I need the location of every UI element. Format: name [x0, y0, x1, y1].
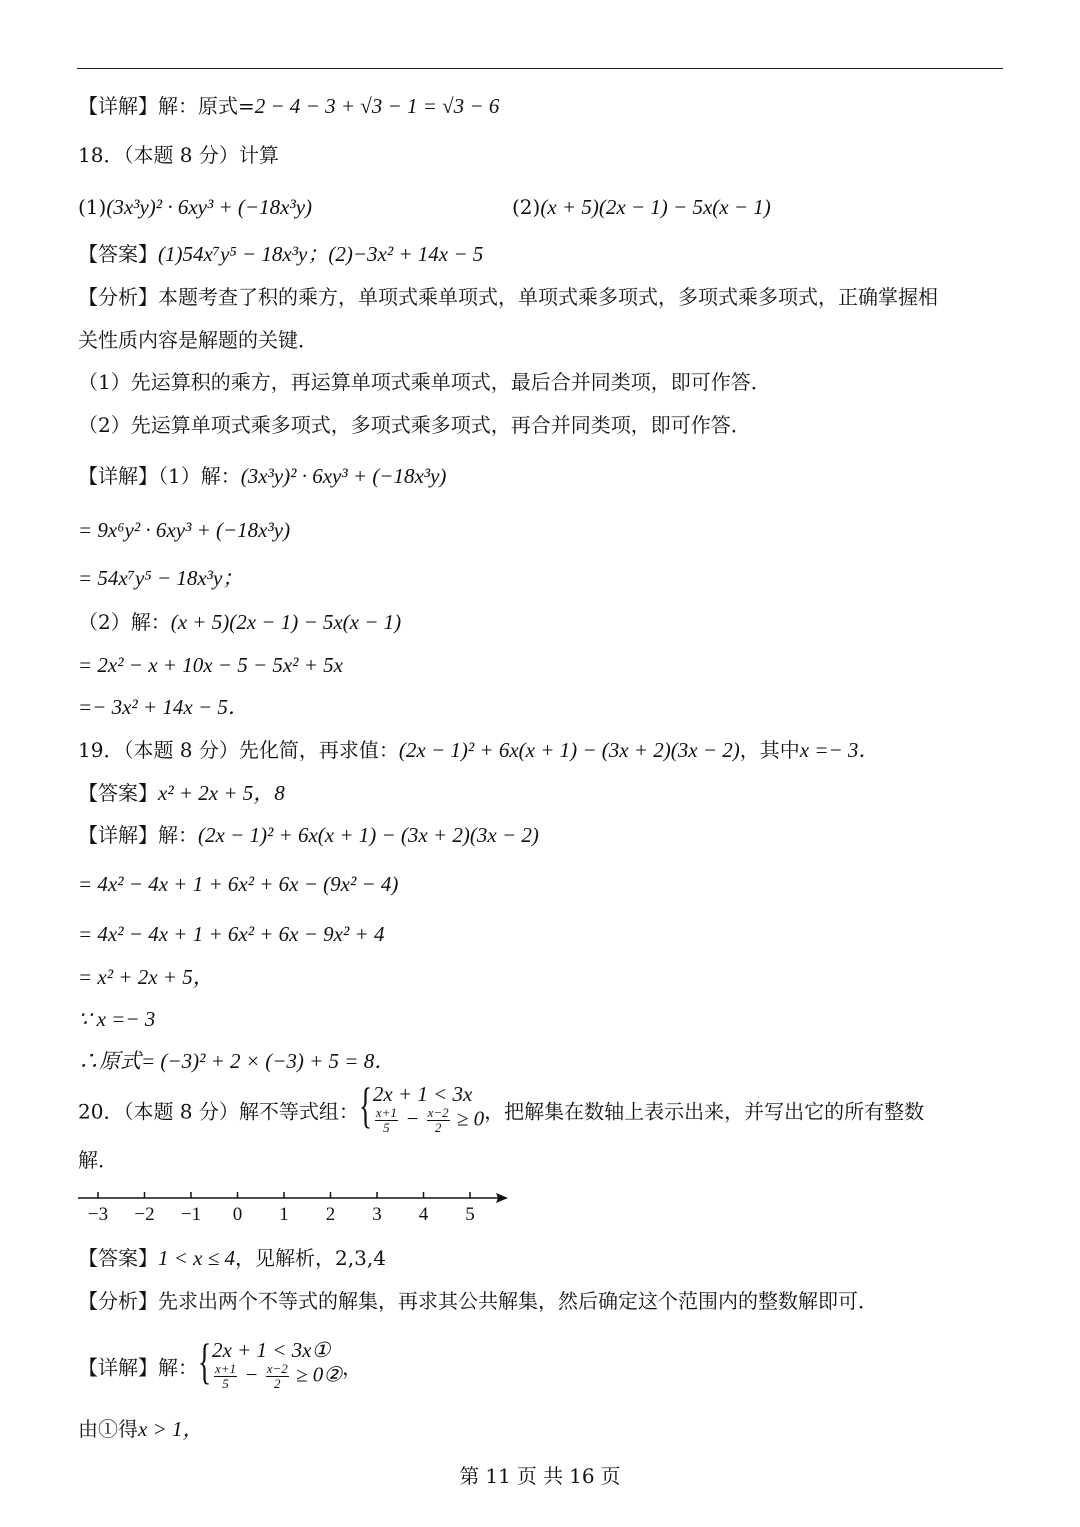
- number-line-tick-label: 2: [325, 1204, 336, 1225]
- q17-detail-line: [78, 91, 499, 121]
- number-line: [78, 1180, 518, 1228]
- q18-detail-text-2: （2）解：: [78, 610, 171, 634]
- q20-inequality-system: [358, 1077, 485, 1144]
- q20-detail-text: 解：: [158, 1355, 198, 1380]
- q20-tail-text-2: 解．: [78, 1148, 118, 1172]
- footer-prefix: 第: [459, 1464, 480, 1488]
- q19-answer: [78, 778, 285, 808]
- q20-answer-tail: ，见解析，2,3,4: [235, 1246, 386, 1270]
- footer-mid: 页 共: [516, 1464, 564, 1488]
- frac-den-2: 2: [434, 1120, 442, 1135]
- detail-label: 【详解】: [78, 823, 158, 847]
- q18-detail-2: [78, 607, 401, 637]
- header-rule: [77, 68, 1003, 69]
- q19-step-6: ∴原式= (−3)² + 2 × (−3) + 5 = 8．: [78, 1049, 396, 1073]
- number-line-tick-label: −2: [134, 1204, 155, 1225]
- number-line-tick-label: 5: [465, 1204, 475, 1225]
- q19-step-2: = 4x² − 4x + 1 + 6x² + 6x − (9x² − 4): [78, 872, 399, 896]
- number-line-tick-label: 4: [418, 1204, 429, 1225]
- q19-step-1: (2x − 1)² + 6x(x + 1) − (3x + 2)(3x − 2): [198, 823, 539, 847]
- page-footer: [0, 1460, 1080, 1489]
- q20-ineq-2: $\frac{x+1}{5}$ − $\frac{x-2}{2}$ ≥ 0: [375, 1105, 485, 1135]
- answer-label: 【答案】: [78, 781, 158, 805]
- q18-analysis-2: 关性质内容是解题的关键．: [78, 328, 318, 352]
- q20-ineq-2-tail: ≥ 0: [456, 1106, 485, 1131]
- q18-title: 18．（本题 8 分）计算: [78, 143, 279, 167]
- q20-detail-ineq-1: 2x + 1 < 3x①: [212, 1338, 331, 1362]
- q18-step-1: (3x³y)² · 6xy³ + (−18x³y): [240, 464, 447, 488]
- q20-ineq-1: 2x + 1 < 3x: [372, 1082, 473, 1106]
- footer-suffix: 页: [600, 1464, 621, 1488]
- answer-label: 【答案】: [78, 242, 158, 266]
- q18-part2: [512, 192, 771, 222]
- q20-detail-ineq-2-tail: ≥ 0②: [296, 1362, 343, 1387]
- q19-title: [78, 735, 879, 765]
- frac-den-1: 5: [383, 1120, 390, 1135]
- analysis-label: 【分析】: [78, 285, 158, 309]
- q19-cond: x =− 3．: [799, 738, 880, 762]
- frac-num-1: x+1: [215, 1361, 237, 1376]
- number-line-tick-label: 1: [279, 1204, 289, 1225]
- q18-detail-1: [78, 461, 446, 491]
- q17-expr: 2 − 4 − 3 + √3 − 1 = √3 − 6: [254, 94, 500, 118]
- footer-total-pages: 16: [569, 1464, 595, 1488]
- detail-text: 解：原式=: [158, 94, 255, 118]
- frac-den-2: 2: [273, 1376, 281, 1391]
- q19-answer-text: x² + 2x + 5，8: [158, 781, 285, 805]
- number-line-tick-label: −1: [180, 1204, 202, 1225]
- q18-analysis-4: （2）先运算单项式乘多项式，多项式乘多项式，再合并同类项，即可作答．: [78, 413, 751, 437]
- q18-step-2: = 9x⁶y² · 6xy³ + (−18x³y): [78, 518, 291, 542]
- q19-step-4: = x² + 2x + 5，: [78, 965, 214, 989]
- q18-step-6: =− 3x² + 14x − 5．: [78, 695, 249, 719]
- q20-detail-system: [198, 1333, 343, 1400]
- q20-detail-ineq-2: $\frac{x+1}{5}$ − $\frac{x-2}{2}$ ≥ 0②: [215, 1361, 343, 1391]
- q18-part2-expr: (x + 5)(2x − 1) − 5x(x − 1): [540, 195, 771, 219]
- q18-part1-label: (1): [78, 195, 107, 219]
- q19-step-5: ∵ x =− 3: [78, 1007, 156, 1031]
- q20-tail-text: ，把解集在数轴上表示出来，并写出它的所有整数: [484, 1099, 925, 1124]
- q20-answer-expr: 1 < x ≤ 4: [158, 1246, 236, 1270]
- q18-answer-text: (1)54x⁷y⁵ − 18x³y；(2)−3x² + 14x − 5: [158, 242, 484, 266]
- q19-cond-text: ，其中: [739, 738, 800, 762]
- number-line-tick-label: 3: [372, 1204, 382, 1225]
- detail-label: 【详解】: [78, 464, 158, 488]
- number-line-tick-label: −3: [87, 1204, 109, 1225]
- q18-part1-expr: (3x³y)² · 6xy³ + (−18x³y): [106, 195, 313, 219]
- q18-part1: [78, 192, 312, 222]
- frac-num-2: x−2: [266, 1361, 288, 1376]
- q18-part2-label: (2): [512, 195, 541, 219]
- analysis-label: 【分析】: [78, 1289, 158, 1313]
- frac-num-2: x−2: [427, 1105, 449, 1120]
- q19-title-text: 19．（本题 8 分）先化简，再求值：: [78, 738, 399, 762]
- frac-den-1: 5: [222, 1376, 229, 1391]
- footer-page-number: 11: [485, 1464, 511, 1488]
- frac-num-1: x+1: [375, 1105, 397, 1120]
- q20-last-expr: x > 1，: [138, 1417, 204, 1441]
- number-line-tick-label: 0: [232, 1204, 243, 1225]
- q18-analysis-text-1: 本题考查了积的乘方，单项式乘单项式，单项式乘多项式，多项式乘多项式，正确掌握相: [158, 285, 938, 309]
- q19-detail: [78, 820, 539, 850]
- q20-analysis-text: 先求出两个不等式的解集，再求其公共解集，然后确定这个范围内的整数解即可．: [158, 1289, 878, 1313]
- q19-detail-text: 解：: [158, 823, 198, 847]
- q20-detail-comma: ，: [342, 1355, 363, 1380]
- q19-expr: (2x − 1)² + 6x(x + 1) − (3x + 2)(3x − 2): [398, 738, 740, 762]
- detail-label: 【详解】: [78, 94, 158, 118]
- answer-label: 【答案】: [78, 1246, 158, 1270]
- brace-icon: {: [198, 1333, 212, 1389]
- q20-analysis: [78, 1286, 878, 1316]
- q18-answer: [78, 239, 483, 269]
- q18-step-5: = 2x² − x + 10x − 5 − 5x² + 5x: [78, 653, 343, 677]
- q18-step-4: (x + 5)(2x − 1) − 5x(x − 1): [170, 610, 402, 634]
- q18-analysis-3: （1）先运算积的乘方，再运算单项式乘单项式，最后合并同类项，即可作答．: [78, 370, 771, 394]
- q18-step-3: = 54x⁷y⁵ − 18x³y；: [78, 566, 244, 590]
- q20-title-text: 20．（本题 8 分）解不等式组：: [78, 1099, 359, 1124]
- q18-analysis-1: [78, 282, 938, 312]
- detail-label: 【详解】: [78, 1355, 158, 1380]
- q20-answer: [78, 1243, 386, 1273]
- brace-icon: {: [358, 1077, 373, 1133]
- q20-title: [78, 1077, 925, 1144]
- q20-detail: [78, 1333, 363, 1400]
- q18-detail-text-1: （1）解：: [158, 464, 241, 488]
- q20-last-prefix: 由①得: [78, 1417, 138, 1441]
- q20-last-line: [78, 1414, 204, 1444]
- q19-step-3: = 4x² − 4x + 1 + 6x² + 6x − 9x² + 4: [78, 922, 385, 946]
